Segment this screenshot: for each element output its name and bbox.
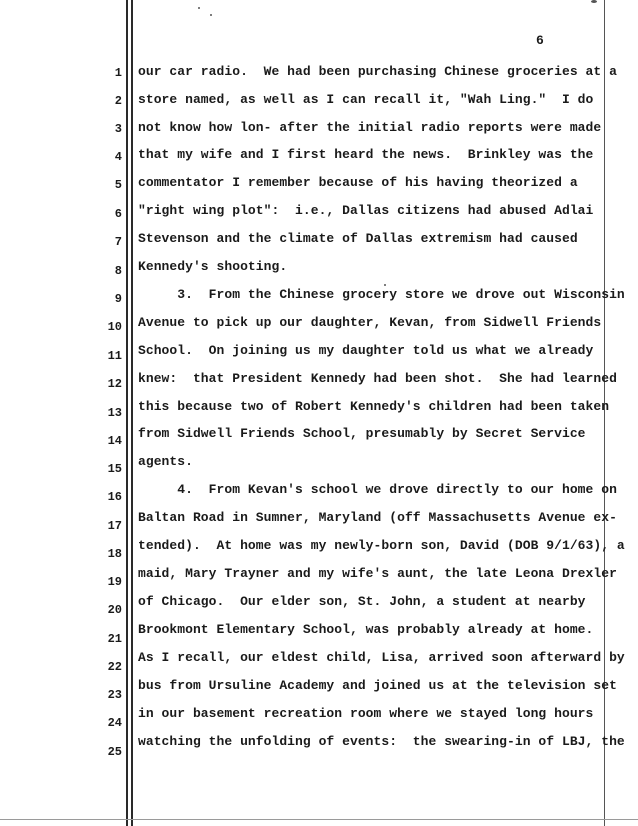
- line-number: 11: [107, 349, 122, 363]
- text-line: watching the unfolding of events: the swearing-in of LBJ, the: [138, 734, 625, 749]
- line-number: 22: [107, 660, 122, 674]
- text-line: Kennedy's shooting.: [138, 259, 288, 274]
- text-line: bus from Ursuline Academy and joined us at the television set: [138, 678, 617, 693]
- page-number: 6: [536, 33, 544, 48]
- text-line: store named, as well as I can recall it, "Wah Ling." I do: [138, 92, 594, 107]
- text-line: commentator I remember because of his having theorized a: [138, 175, 578, 190]
- text-line: Avenue to pick up our daughter, Kevan, from Sidwell Friends: [138, 315, 602, 330]
- line-number: 7: [114, 235, 122, 249]
- text-line: our car radio. We had been purchasing Chinese groceries at a: [138, 64, 617, 79]
- line-number: 9: [114, 292, 122, 306]
- line-number: 8: [114, 264, 122, 278]
- line-number: 1: [114, 66, 122, 80]
- scan-speck: [384, 284, 386, 286]
- scan-speck: [210, 14, 212, 16]
- line-number: 18: [107, 547, 122, 561]
- text-line: Baltan Road in Sumner, Maryland (off Massachusetts Avenue ex-: [138, 510, 617, 525]
- text-line: "right wing plot": i.e., Dallas citizens had abused Adlai: [138, 203, 594, 218]
- text-line: School. On joining us my daughter told us what we already: [138, 343, 594, 358]
- line-number: 25: [107, 745, 122, 759]
- page-bottom-edge: [0, 819, 638, 820]
- line-number: 6: [114, 207, 122, 221]
- text-line: of Chicago. Our elder son, St. John, a student at nearby: [138, 594, 586, 609]
- line-number: 16: [107, 490, 122, 504]
- text-line: that my wife and I first heard the news. Brinkley was the: [138, 147, 594, 162]
- text-line: agents.: [138, 454, 193, 469]
- text-line: maid, Mary Trayner and my wife's aunt, the late Leona Drexler: [138, 566, 617, 581]
- line-number: 4: [114, 150, 122, 164]
- line-number: 19: [107, 575, 122, 589]
- line-number: 12: [107, 377, 122, 391]
- line-number: 5: [114, 178, 122, 192]
- text-line: 4. From Kevan's school we drove directly to our home on: [138, 482, 617, 497]
- text-line: 3. From the Chinese grocery store we drove out Wisconsin: [138, 287, 625, 302]
- text-line: tended). At home was my newly-born son, David (DOB 9/1/63), a: [138, 538, 625, 553]
- left-margin-rule-outer: [126, 0, 128, 826]
- line-number: 13: [107, 406, 122, 420]
- text-line: in our basement recreation room where we stayed long hours: [138, 706, 594, 721]
- line-number: 15: [107, 462, 122, 476]
- left-margin-rule-inner: [131, 0, 133, 826]
- line-number: 14: [107, 434, 122, 448]
- scan-speck: [198, 7, 200, 9]
- line-number: 24: [107, 716, 122, 730]
- line-number: 2: [114, 94, 122, 108]
- line-number: 17: [107, 519, 122, 533]
- line-number: 20: [107, 603, 122, 617]
- text-line: not know how lon- after the initial radio reports were made: [138, 120, 602, 135]
- line-number: 21: [107, 632, 122, 646]
- text-line: Stevenson and the climate of Dallas extremism had caused: [138, 231, 578, 246]
- text-line: knew: that President Kennedy had been shot. She had learned: [138, 371, 617, 386]
- text-line: this because two of Robert Kennedy's children had been taken: [138, 399, 610, 414]
- text-line: As I recall, our eldest child, Lisa, arrived soon afterward by: [138, 650, 625, 665]
- line-number: 23: [107, 688, 122, 702]
- line-number: 10: [107, 320, 122, 334]
- text-line: Brookmont Elementary School, was probably already at home.: [138, 622, 594, 637]
- text-line: from Sidwell Friends School, presumably by Secret Service: [138, 426, 586, 441]
- line-number: 3: [114, 122, 122, 136]
- scan-speck: [591, 0, 597, 3]
